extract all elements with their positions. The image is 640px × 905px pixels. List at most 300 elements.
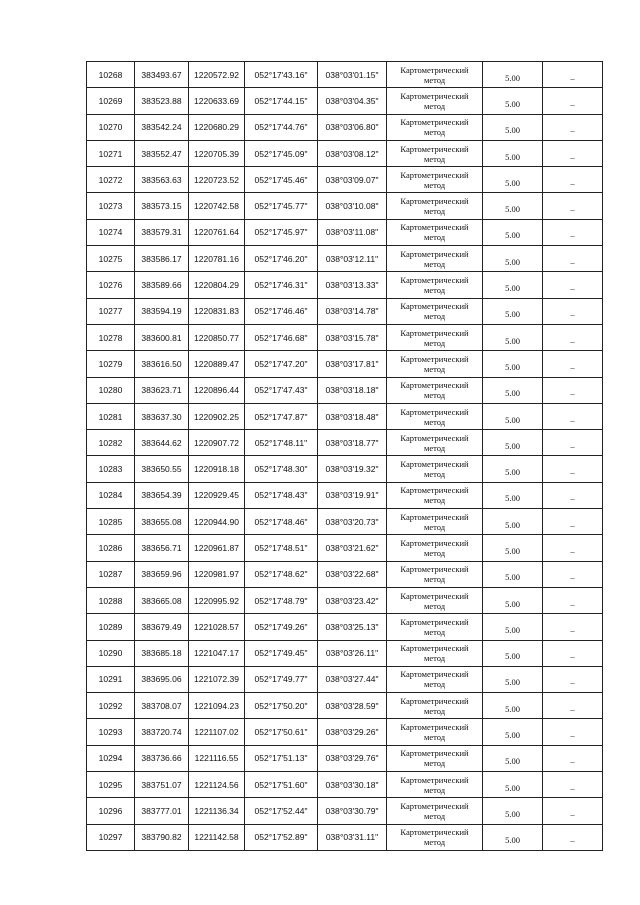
point-number-cell: 10268 <box>87 62 135 88</box>
description-cell <box>543 456 603 482</box>
point-number-cell: 10280 <box>87 377 135 403</box>
longitude-cell: 038°03'19.32" <box>318 456 387 482</box>
description-cell <box>543 509 603 535</box>
x-coordinate-cell: 383656.71 <box>135 535 189 561</box>
y-coordinate-cell: 1220907.72 <box>189 430 245 456</box>
description-cell <box>543 824 603 850</box>
table-row <box>87 193 603 219</box>
empty-mark: – <box>570 835 575 846</box>
empty-mark: – <box>570 440 575 451</box>
point-number-cell: 10284 <box>87 482 135 508</box>
latitude-cell: 052°17'51.13" <box>245 745 318 771</box>
method-line-2: метод <box>423 206 446 217</box>
method-cell <box>387 351 483 377</box>
method-cell <box>387 298 483 324</box>
description-cell <box>543 246 603 272</box>
description-cell <box>543 482 603 508</box>
point-number-cell: 10292 <box>87 693 135 719</box>
description-cell <box>543 719 603 745</box>
description-cell <box>543 193 603 219</box>
latitude-cell: 052°17'48.11" <box>245 430 318 456</box>
empty-mark: – <box>570 283 575 294</box>
method-line-2: метод <box>423 258 446 269</box>
y-coordinate-cell: 1220944.90 <box>189 509 245 535</box>
latitude-cell: 052°17'49.26" <box>245 614 318 640</box>
y-coordinate-cell: 1220889.47 <box>189 351 245 377</box>
longitude-cell: 038°03'15.78" <box>318 324 387 350</box>
latitude-cell: 052°17'47.43" <box>245 377 318 403</box>
table-row <box>87 377 603 403</box>
y-coordinate-cell: 1220680.29 <box>189 114 245 140</box>
method-line-2: метод <box>423 153 446 164</box>
table-row <box>87 88 603 114</box>
method-cell <box>387 535 483 561</box>
accuracy-value: 5.00 <box>505 624 520 635</box>
method-line-1: Картометрический <box>400 748 469 759</box>
accuracy-value: 5.00 <box>505 519 520 530</box>
method-cell <box>387 167 483 193</box>
description-cell <box>543 351 603 377</box>
x-coordinate-cell: 383594.19 <box>135 298 189 324</box>
y-coordinate-cell: 1220961.87 <box>189 535 245 561</box>
longitude-cell: 038°03'23.42" <box>318 587 387 613</box>
x-coordinate-cell: 383720.74 <box>135 719 189 745</box>
method-line-2: метод <box>423 390 446 401</box>
latitude-cell: 052°17'48.62" <box>245 561 318 587</box>
table-row <box>87 219 603 245</box>
method-line-1: Картометрический <box>400 537 469 548</box>
accuracy-cell <box>483 351 543 377</box>
accuracy-value: 5.00 <box>505 677 520 688</box>
accuracy-cell <box>483 824 543 850</box>
method-line-1: Картометрический <box>400 406 469 417</box>
latitude-cell: 052°17'45.77" <box>245 193 318 219</box>
method-line-2: метод <box>423 469 446 480</box>
y-coordinate-cell: 1220995.92 <box>189 587 245 613</box>
method-cell <box>387 614 483 640</box>
method-line-2: метод <box>423 495 446 506</box>
x-coordinate-cell: 383623.71 <box>135 377 189 403</box>
x-coordinate-cell: 383579.31 <box>135 219 189 245</box>
table-row <box>87 140 603 166</box>
accuracy-cell <box>483 693 543 719</box>
y-coordinate-cell: 1220902.25 <box>189 403 245 429</box>
accuracy-cell <box>483 272 543 298</box>
table-row <box>87 509 603 535</box>
coordinates-table <box>86 61 603 851</box>
method-line-1: Картометрический <box>400 643 469 654</box>
method-line-2: метод <box>423 442 446 453</box>
point-number-cell: 10270 <box>87 114 135 140</box>
longitude-cell: 038°03'27.44" <box>318 666 387 692</box>
x-coordinate-cell: 383790.82 <box>135 824 189 850</box>
description-cell <box>543 140 603 166</box>
x-coordinate-cell: 383563.63 <box>135 167 189 193</box>
longitude-cell: 038°03'14.78" <box>318 298 387 324</box>
y-coordinate-cell: 1220804.29 <box>189 272 245 298</box>
method-cell <box>387 640 483 666</box>
accuracy-value: 5.00 <box>505 125 520 136</box>
accuracy-cell <box>483 219 543 245</box>
accuracy-cell <box>483 509 543 535</box>
description-cell <box>543 298 603 324</box>
empty-mark: – <box>570 335 575 346</box>
longitude-cell: 038°03'10.08" <box>318 193 387 219</box>
y-coordinate-cell: 1220723.52 <box>189 167 245 193</box>
latitude-cell: 052°17'44.76" <box>245 114 318 140</box>
method-cell <box>387 430 483 456</box>
accuracy-value: 5.00 <box>505 440 520 451</box>
accuracy-cell <box>483 324 543 350</box>
accuracy-value: 5.00 <box>505 388 520 399</box>
x-coordinate-cell: 383573.15 <box>135 193 189 219</box>
y-coordinate-cell: 1221116.55 <box>189 745 245 771</box>
method-cell <box>387 246 483 272</box>
method-line-2: метод <box>423 547 446 558</box>
accuracy-cell <box>483 798 543 824</box>
method-line-1: Картометрический <box>400 669 469 680</box>
method-cell <box>387 824 483 850</box>
latitude-cell: 052°17'48.79" <box>245 587 318 613</box>
method-line-1: Картометрический <box>400 117 469 128</box>
description-cell <box>543 535 603 561</box>
x-coordinate-cell: 383695.06 <box>135 666 189 692</box>
longitude-cell: 038°03'08.12" <box>318 140 387 166</box>
method-cell <box>387 193 483 219</box>
accuracy-cell <box>483 614 543 640</box>
method-line-2: метод <box>423 416 446 427</box>
y-coordinate-cell: 1220781.16 <box>189 246 245 272</box>
y-coordinate-cell: 1220633.69 <box>189 88 245 114</box>
longitude-cell: 038°03'21.62" <box>318 535 387 561</box>
latitude-cell: 052°17'48.30" <box>245 456 318 482</box>
method-cell <box>387 561 483 587</box>
point-number-cell: 10275 <box>87 246 135 272</box>
method-line-1: Картометрический <box>400 590 469 601</box>
description-cell <box>543 403 603 429</box>
accuracy-value: 5.00 <box>505 361 520 372</box>
accuracy-cell <box>483 246 543 272</box>
accuracy-value: 5.00 <box>505 98 520 109</box>
accuracy-cell <box>483 377 543 403</box>
latitude-cell: 052°17'49.45" <box>245 640 318 666</box>
latitude-cell: 052°17'50.61" <box>245 719 318 745</box>
empty-mark: – <box>570 256 575 267</box>
y-coordinate-cell: 1220929.45 <box>189 482 245 508</box>
method-line-1: Картометрический <box>400 722 469 733</box>
method-line-1: Картометрический <box>400 301 469 312</box>
method-line-1: Картометрический <box>400 827 469 838</box>
table-row <box>87 640 603 666</box>
method-line-2: метод <box>423 363 446 374</box>
method-line-2: метод <box>423 232 446 243</box>
x-coordinate-cell: 383751.07 <box>135 772 189 798</box>
latitude-cell: 052°17'43.16" <box>245 62 318 88</box>
method-cell <box>387 772 483 798</box>
empty-mark: – <box>570 756 575 767</box>
method-line-1: Картометрический <box>400 511 469 522</box>
latitude-cell: 052°17'47.20" <box>245 351 318 377</box>
description-cell <box>543 62 603 88</box>
method-line-1: Картометрический <box>400 353 469 364</box>
latitude-cell: 052°17'49.77" <box>245 666 318 692</box>
method-line-1: Картометрический <box>400 222 469 233</box>
longitude-cell: 038°03'20.73" <box>318 509 387 535</box>
point-number-cell: 10283 <box>87 456 135 482</box>
description-cell <box>543 772 603 798</box>
y-coordinate-cell: 1220918.18 <box>189 456 245 482</box>
accuracy-cell <box>483 535 543 561</box>
accuracy-value: 5.00 <box>505 756 520 767</box>
accuracy-cell <box>483 167 543 193</box>
method-cell <box>387 745 483 771</box>
table-row <box>87 824 603 850</box>
accuracy-value: 5.00 <box>505 467 520 478</box>
longitude-cell: 038°03'29.76" <box>318 745 387 771</box>
y-coordinate-cell: 1221136.34 <box>189 798 245 824</box>
accuracy-value: 5.00 <box>505 230 520 241</box>
accuracy-cell <box>483 140 543 166</box>
x-coordinate-cell: 383542.24 <box>135 114 189 140</box>
longitude-cell: 038°03'17.81" <box>318 351 387 377</box>
table-row <box>87 298 603 324</box>
x-coordinate-cell: 383552.47 <box>135 140 189 166</box>
method-line-1: Картометрический <box>400 169 469 180</box>
point-number-cell: 10282 <box>87 430 135 456</box>
method-line-1: Картометрический <box>400 800 469 811</box>
table-row <box>87 561 603 587</box>
latitude-cell: 052°17'46.31" <box>245 272 318 298</box>
accuracy-cell <box>483 114 543 140</box>
latitude-cell: 052°17'44.15" <box>245 88 318 114</box>
description-cell <box>543 272 603 298</box>
method-line-2: метод <box>423 626 446 637</box>
accuracy-value: 5.00 <box>505 835 520 846</box>
accuracy-value: 5.00 <box>505 782 520 793</box>
longitude-cell: 038°03'13.33" <box>318 272 387 298</box>
method-line-1: Картометрический <box>400 275 469 286</box>
method-cell <box>387 140 483 166</box>
description-cell <box>543 377 603 403</box>
description-cell <box>543 640 603 666</box>
point-number-cell: 10285 <box>87 509 135 535</box>
method-cell <box>387 272 483 298</box>
y-coordinate-cell: 1221107.02 <box>189 719 245 745</box>
x-coordinate-cell: 383659.96 <box>135 561 189 587</box>
method-line-2: метод <box>423 337 446 348</box>
empty-mark: – <box>570 388 575 399</box>
method-line-1: Картометрический <box>400 143 469 154</box>
description-cell <box>543 745 603 771</box>
empty-mark: – <box>570 204 575 215</box>
method-line-2: метод <box>423 705 446 716</box>
description-cell <box>543 587 603 613</box>
accuracy-value: 5.00 <box>505 545 520 556</box>
point-number-cell: 10286 <box>87 535 135 561</box>
x-coordinate-cell: 383600.81 <box>135 324 189 350</box>
point-number-cell: 10279 <box>87 351 135 377</box>
longitude-cell: 038°03'18.18" <box>318 377 387 403</box>
point-number-cell: 10278 <box>87 324 135 350</box>
x-coordinate-cell: 383586.17 <box>135 246 189 272</box>
latitude-cell: 052°17'52.44" <box>245 798 318 824</box>
accuracy-cell <box>483 587 543 613</box>
method-line-2: метод <box>423 179 446 190</box>
empty-mark: – <box>570 730 575 741</box>
method-line-2: метод <box>423 574 446 585</box>
latitude-cell: 052°17'45.46" <box>245 167 318 193</box>
method-cell <box>387 403 483 429</box>
method-cell <box>387 482 483 508</box>
point-number-cell: 10294 <box>87 745 135 771</box>
y-coordinate-cell: 1221028.57 <box>189 614 245 640</box>
description-cell <box>543 88 603 114</box>
y-coordinate-cell: 1220981.97 <box>189 561 245 587</box>
table-body <box>87 62 603 851</box>
empty-mark: – <box>570 703 575 714</box>
empty-mark: – <box>570 598 575 609</box>
y-coordinate-cell: 1221124.56 <box>189 772 245 798</box>
x-coordinate-cell: 383655.08 <box>135 509 189 535</box>
accuracy-cell <box>483 88 543 114</box>
longitude-cell: 038°03'01.15" <box>318 62 387 88</box>
empty-mark: – <box>570 782 575 793</box>
accuracy-value: 5.00 <box>505 204 520 215</box>
accuracy-cell <box>483 561 543 587</box>
accuracy-value: 5.00 <box>505 808 520 819</box>
accuracy-value: 5.00 <box>505 283 520 294</box>
accuracy-cell <box>483 666 543 692</box>
description-cell <box>543 798 603 824</box>
empty-mark: – <box>570 230 575 241</box>
latitude-cell: 052°17'47.87" <box>245 403 318 429</box>
y-coordinate-cell: 1220850.77 <box>189 324 245 350</box>
point-number-cell: 10274 <box>87 219 135 245</box>
point-number-cell: 10289 <box>87 614 135 640</box>
method-line-1: Картометрический <box>400 564 469 575</box>
latitude-cell: 052°17'50.20" <box>245 693 318 719</box>
latitude-cell: 052°17'46.68" <box>245 324 318 350</box>
accuracy-cell <box>483 719 543 745</box>
longitude-cell: 038°03'30.18" <box>318 772 387 798</box>
point-number-cell: 10271 <box>87 140 135 166</box>
method-cell <box>387 798 483 824</box>
accuracy-cell <box>483 430 543 456</box>
table-row <box>87 587 603 613</box>
empty-mark: – <box>570 414 575 425</box>
y-coordinate-cell: 1220831.83 <box>189 298 245 324</box>
accuracy-value: 5.00 <box>505 703 520 714</box>
longitude-cell: 038°03'18.77" <box>318 430 387 456</box>
method-line-1: Картометрический <box>400 327 469 338</box>
method-line-2: метод <box>423 521 446 532</box>
method-line-2: метод <box>423 600 446 611</box>
x-coordinate-cell: 383685.18 <box>135 640 189 666</box>
table-row <box>87 772 603 798</box>
method-line-2: метод <box>423 100 446 111</box>
point-number-cell: 10297 <box>87 824 135 850</box>
x-coordinate-cell: 383637.30 <box>135 403 189 429</box>
y-coordinate-cell: 1221142.58 <box>189 824 245 850</box>
accuracy-cell <box>483 772 543 798</box>
accuracy-value: 5.00 <box>505 256 520 267</box>
x-coordinate-cell: 383644.62 <box>135 430 189 456</box>
point-number-cell: 10290 <box>87 640 135 666</box>
longitude-cell: 038°03'19.91" <box>318 482 387 508</box>
empty-mark: – <box>570 177 575 188</box>
accuracy-cell <box>483 745 543 771</box>
table-row <box>87 324 603 350</box>
description-cell <box>543 114 603 140</box>
empty-mark: – <box>570 309 575 320</box>
method-line-2: метод <box>423 679 446 690</box>
longitude-cell: 038°03'31.11" <box>318 824 387 850</box>
description-cell <box>543 219 603 245</box>
method-line-1: Картометрический <box>400 774 469 785</box>
y-coordinate-cell: 1221072.39 <box>189 666 245 692</box>
method-line-1: Картометрический <box>400 248 469 259</box>
method-line-2: метод <box>423 127 446 138</box>
latitude-cell: 052°17'46.20" <box>245 246 318 272</box>
method-line-1: Картометрический <box>400 90 469 101</box>
empty-mark: – <box>570 519 575 530</box>
method-line-2: метод <box>423 311 446 322</box>
y-coordinate-cell: 1221094.23 <box>189 693 245 719</box>
y-coordinate-cell: 1220705.39 <box>189 140 245 166</box>
latitude-cell: 052°17'48.51" <box>245 535 318 561</box>
table-row <box>87 798 603 824</box>
y-coordinate-cell: 1220896.44 <box>189 377 245 403</box>
method-line-2: метод <box>423 653 446 664</box>
latitude-cell: 052°17'45.09" <box>245 140 318 166</box>
y-coordinate-cell: 1220761.64 <box>189 219 245 245</box>
accuracy-value: 5.00 <box>505 309 520 320</box>
point-number-cell: 10295 <box>87 772 135 798</box>
y-coordinate-cell: 1220742.58 <box>189 193 245 219</box>
empty-mark: – <box>570 624 575 635</box>
empty-mark: – <box>570 125 575 136</box>
description-cell <box>543 167 603 193</box>
x-coordinate-cell: 383736.66 <box>135 745 189 771</box>
x-coordinate-cell: 383523.88 <box>135 88 189 114</box>
accuracy-value: 5.00 <box>505 493 520 504</box>
accuracy-value: 5.00 <box>505 598 520 609</box>
point-number-cell: 10269 <box>87 88 135 114</box>
method-line-2: метод <box>423 810 446 821</box>
empty-mark: – <box>570 808 575 819</box>
point-number-cell: 10296 <box>87 798 135 824</box>
accuracy-cell <box>483 640 543 666</box>
method-cell <box>387 324 483 350</box>
method-line-2: метод <box>423 285 446 296</box>
point-number-cell: 10281 <box>87 403 135 429</box>
point-number-cell: 10272 <box>87 167 135 193</box>
latitude-cell: 052°17'48.46" <box>245 509 318 535</box>
method-cell <box>387 219 483 245</box>
latitude-cell: 052°17'48.43" <box>245 482 318 508</box>
description-cell <box>543 430 603 456</box>
accuracy-value: 5.00 <box>505 572 520 583</box>
table-row <box>87 403 603 429</box>
latitude-cell: 052°17'46.46" <box>245 298 318 324</box>
longitude-cell: 038°03'30.79" <box>318 798 387 824</box>
accuracy-cell <box>483 456 543 482</box>
description-cell <box>543 666 603 692</box>
empty-mark: – <box>570 151 575 162</box>
accuracy-value: 5.00 <box>505 414 520 425</box>
longitude-cell: 038°03'11.08" <box>318 219 387 245</box>
x-coordinate-cell: 383616.50 <box>135 351 189 377</box>
